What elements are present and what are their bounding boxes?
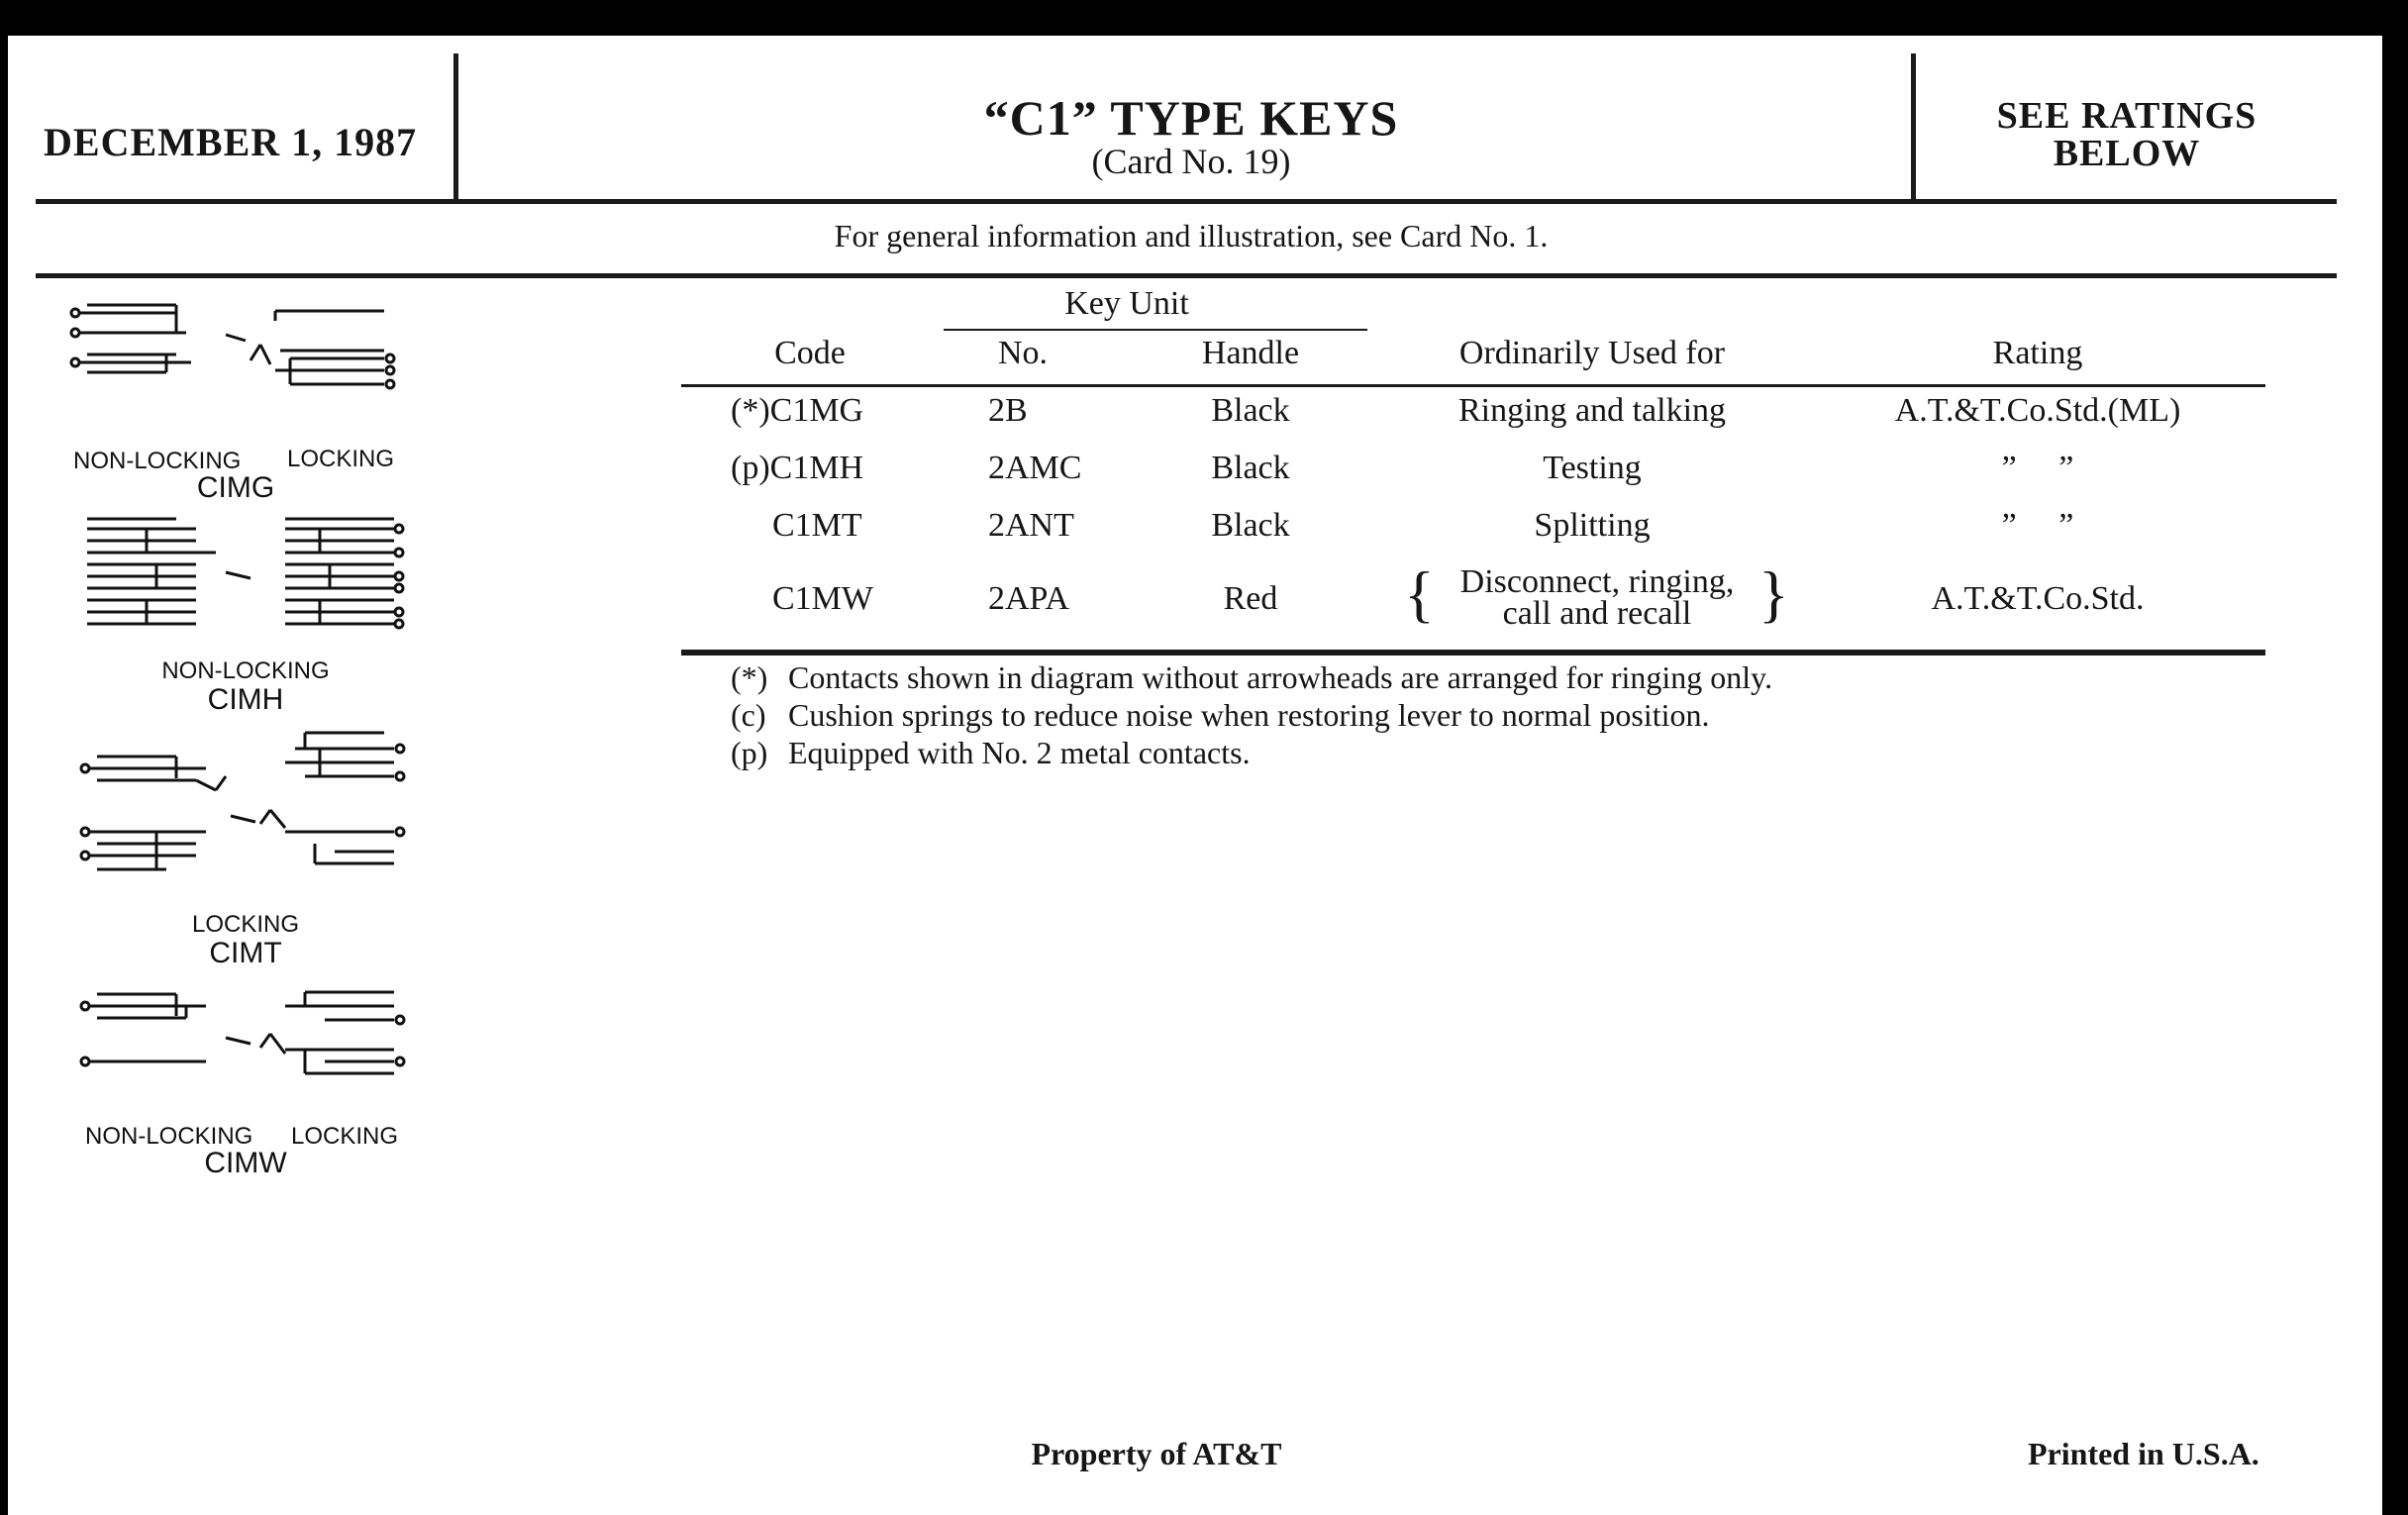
reference-card bbox=[8, 36, 2382, 1515]
table-row-4-rating: A.T.&T.Co.Std. bbox=[1931, 580, 2145, 617]
key-unit-group-header: Key Unit bbox=[1064, 285, 1189, 322]
table-row-1-no: 2B bbox=[988, 392, 1028, 429]
left-brace: { bbox=[1404, 558, 1435, 629]
cimg-circuit-diagram bbox=[67, 293, 404, 442]
footer-property: Property of AT&T bbox=[1031, 1436, 1282, 1471]
card-subtitle: (Card No. 19) bbox=[1091, 142, 1291, 181]
table-row-3-rating: ” ” bbox=[2001, 507, 2074, 544]
cimh-circuit-diagram bbox=[77, 511, 414, 650]
col-header-rating: Rating bbox=[1992, 335, 2083, 371]
rating-note-line1: SEE RATINGS bbox=[1996, 95, 2258, 137]
table-row-4-used-for-line1: Disconnect, ringing, bbox=[1459, 563, 1735, 600]
footnote-item bbox=[731, 659, 2275, 697]
footnote-item bbox=[731, 697, 2275, 735]
footnote-mark: (p) bbox=[731, 735, 768, 770]
rating-note bbox=[1929, 97, 2325, 172]
cimw-left-label: NON-LOCKING bbox=[85, 1123, 253, 1150]
cimw-circuit-diagram bbox=[77, 986, 414, 1095]
table-row-2-code: (p)C1MH bbox=[731, 450, 864, 486]
cimw-right-label: LOCKING bbox=[291, 1123, 399, 1150]
col-header-used-for: Ordinarily Used for bbox=[1458, 335, 1726, 371]
card-date: DECEMBER 1, 1987 bbox=[44, 120, 418, 164]
cimg-left-label: NON-LOCKING bbox=[73, 448, 242, 474]
footnotes bbox=[731, 659, 2275, 772]
col-header-handle: Handle bbox=[1201, 335, 1300, 371]
cimg-right-label: LOCKING bbox=[287, 446, 395, 472]
table-row-2-rating: ” ” bbox=[2001, 450, 2074, 486]
cimg-code: CIMG bbox=[196, 471, 275, 504]
right-brace: } bbox=[1758, 558, 1789, 629]
footnote-item bbox=[731, 735, 2275, 772]
footnote-text: Cushion springs to reduce noise when restoring lever to normal position. bbox=[788, 697, 1710, 733]
table-row-4-no: 2APA bbox=[988, 580, 1069, 617]
table-row-3-no: 2ANT bbox=[988, 507, 1074, 544]
table-row-1-rating: A.T.&T.Co.Std.(ML) bbox=[1894, 392, 2181, 429]
table-row-4-used-for-line2: call and recall bbox=[1502, 595, 1692, 632]
header-rule bbox=[36, 199, 2337, 204]
header-divider-left bbox=[453, 53, 458, 202]
table-row-3-used-for: Splitting bbox=[1534, 507, 1651, 544]
table-header-rule bbox=[681, 384, 2265, 387]
table-row-4-code: C1MW bbox=[772, 580, 873, 617]
rating-note-line2: BELOW bbox=[2053, 133, 2201, 174]
table-row-1-used-for: Ringing and talking bbox=[1457, 392, 1727, 429]
table-row-1-code: (*)C1MG bbox=[731, 392, 864, 429]
card-title: “C1” TYPE KEYS bbox=[983, 90, 1399, 146]
table-row-1-handle: Black bbox=[1211, 392, 1290, 429]
cimh-code: CIMH bbox=[207, 683, 284, 716]
table-row-2-used-for: Testing bbox=[1543, 450, 1642, 486]
footnote-mark: (*) bbox=[731, 659, 768, 695]
key-unit-group-rule bbox=[944, 329, 1367, 331]
table-row-4-used-for bbox=[1434, 563, 1760, 632]
table-row-4-handle: Red bbox=[1223, 580, 1278, 617]
header-divider-right bbox=[1911, 53, 1916, 202]
cimw-code: CIMW bbox=[204, 1147, 287, 1179]
table-row-2-handle: Black bbox=[1211, 450, 1290, 486]
general-info: For general information and illustration, see Card No. 1. bbox=[834, 218, 1549, 253]
cimh-label: NON-LOCKING bbox=[161, 657, 330, 684]
table-row-3-code: C1MT bbox=[772, 507, 862, 544]
table-row-3-handle: Black bbox=[1211, 507, 1290, 544]
cimt-label: LOCKING bbox=[191, 911, 300, 938]
table-bottom-rule bbox=[681, 650, 2265, 656]
footer-printed: Printed in U.S.A. bbox=[2028, 1436, 2259, 1471]
table-row-2-no: 2AMC bbox=[988, 450, 1082, 486]
col-header-code: Code bbox=[774, 335, 846, 371]
cimt-code: CIMT bbox=[209, 937, 282, 969]
footnote-text: Contacts shown in diagram without arrowheads are arranged for ringing only. bbox=[788, 659, 1773, 695]
footnote-mark: (c) bbox=[731, 697, 766, 733]
cimt-circuit-diagram bbox=[77, 729, 414, 897]
footnote-text: Equipped with No. 2 metal contacts. bbox=[788, 735, 1251, 770]
col-header-no: No. bbox=[997, 335, 1049, 371]
info-rule bbox=[36, 273, 2337, 278]
